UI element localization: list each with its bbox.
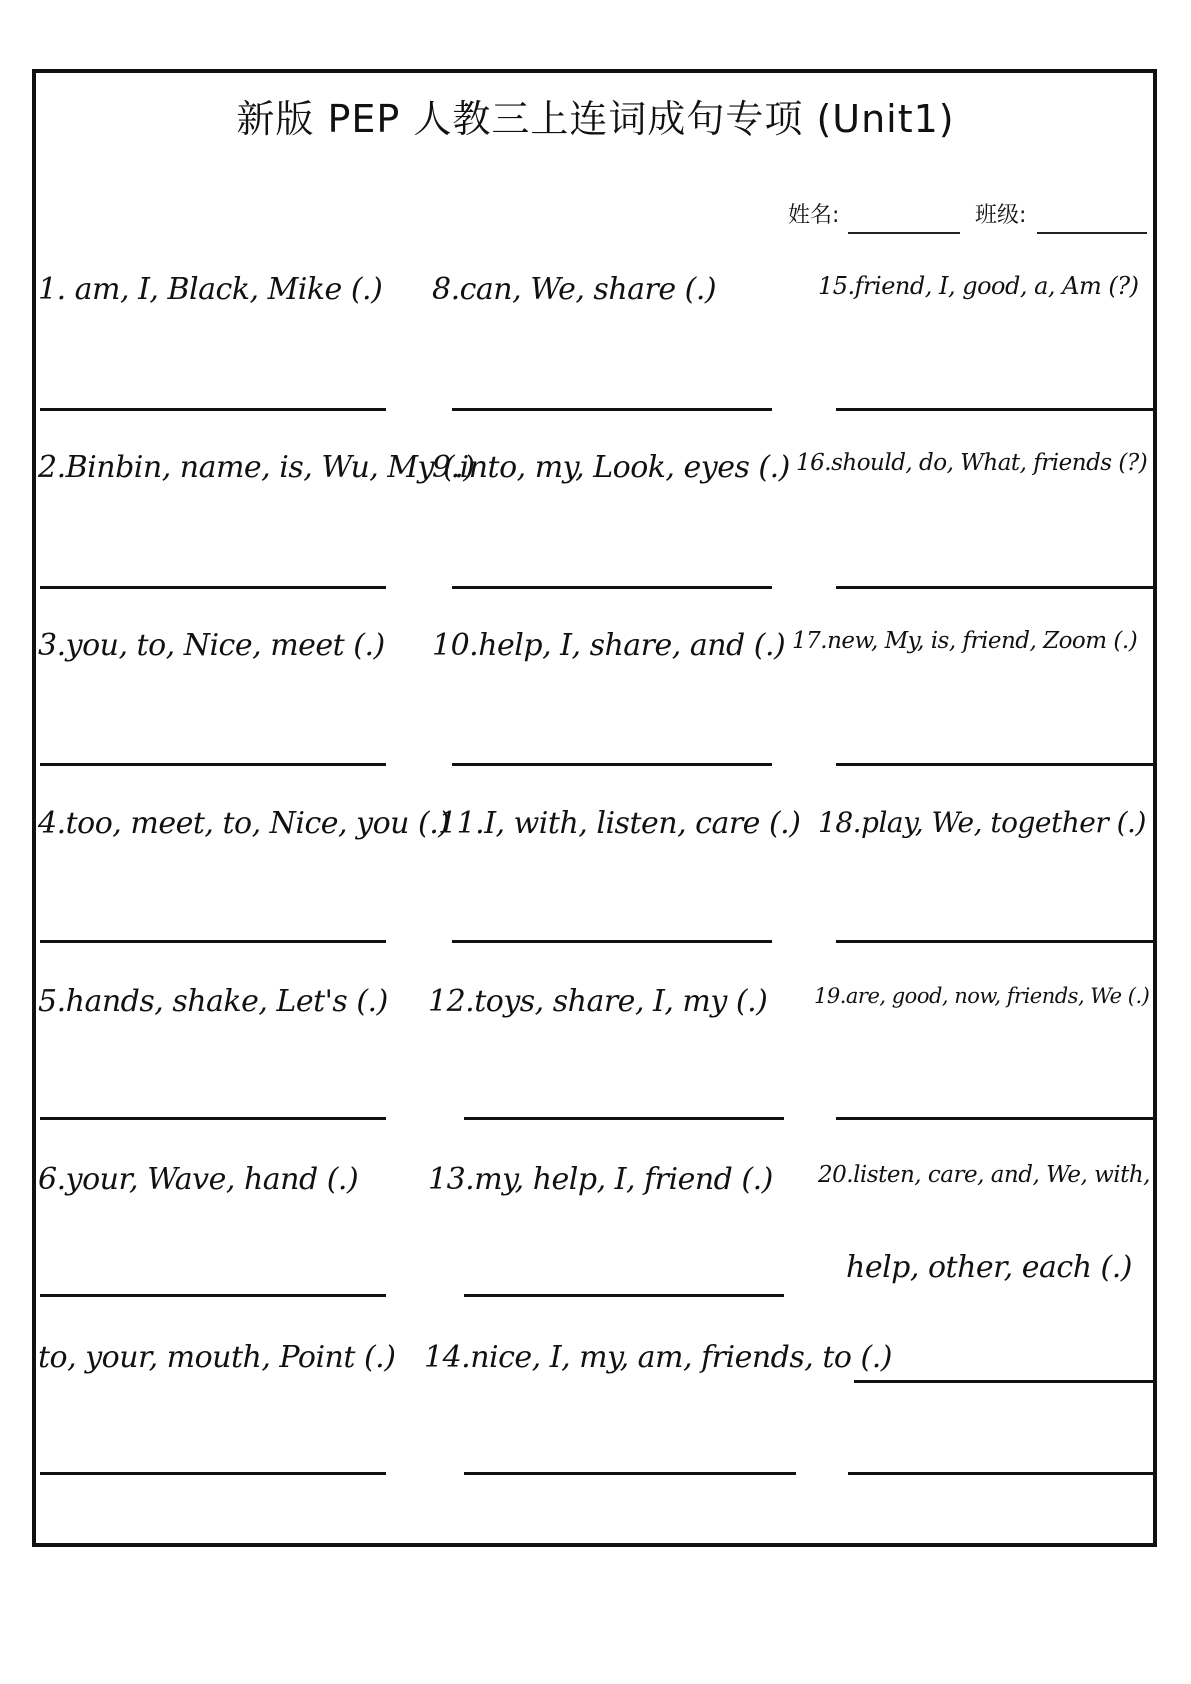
question-4: 4.too, meet, to, Nice, you (.) xyxy=(38,806,450,841)
question-3: 3.you, to, Nice, meet (.) xyxy=(38,628,385,663)
answer-line-21[interactable] xyxy=(848,1472,1154,1475)
question-13: 13.my, help, I, friend (.) xyxy=(428,1162,773,1197)
class-blank[interactable] xyxy=(1037,232,1147,234)
answer-line-1[interactable] xyxy=(40,408,386,411)
answer-line-12[interactable] xyxy=(464,1117,784,1120)
question-10: 10.help, I, share, and (.) xyxy=(432,628,786,663)
question-11: 11.I, with, listen, care (.) xyxy=(438,806,801,841)
answer-line-16[interactable] xyxy=(836,586,1154,589)
question-19: 19.are, good, now, friends, We (.) xyxy=(814,984,1150,1008)
answer-line-10[interactable] xyxy=(452,763,772,766)
question-2: 2.Binbin, name, is, Wu, My (.) xyxy=(38,450,475,485)
answer-line-8[interactable] xyxy=(452,408,772,411)
answer-line-14[interactable] xyxy=(464,1472,796,1475)
question-12: 12.toys, share, I, my (.) xyxy=(428,984,768,1019)
answer-line-17[interactable] xyxy=(836,763,1154,766)
answer-line-3[interactable] xyxy=(40,763,386,766)
question-9: 9.into, my, Look, eyes (.) xyxy=(432,450,790,485)
answer-line-5[interactable] xyxy=(40,1117,386,1120)
answer-line-13[interactable] xyxy=(464,1294,784,1297)
answer-line-4[interactable] xyxy=(40,940,386,943)
question-8: 8.can, We, share (.) xyxy=(432,272,717,307)
question-20: 20.listen, care, and, We, with, xyxy=(818,1162,1150,1188)
class-label: 班级: xyxy=(975,203,1027,228)
question-18: 18.play, We, together (.) xyxy=(818,806,1146,839)
name-label: 姓名: xyxy=(788,203,840,228)
question-14: 14.nice, I, my, am, friends, to (.) xyxy=(424,1340,892,1375)
worksheet-title: 新版 PEP 人教三上连词成句专项 (Unit1) xyxy=(236,97,955,141)
answer-line-18[interactable] xyxy=(836,940,1154,943)
answer-line-7[interactable] xyxy=(40,1472,386,1475)
question-7: to, your, mouth, Point (.) xyxy=(38,1340,396,1375)
answer-line-15[interactable] xyxy=(836,408,1154,411)
question-5: 5.hands, shake, Let's (.) xyxy=(38,984,388,1019)
answer-line-19[interactable] xyxy=(836,1117,1154,1120)
question-6: 6.your, Wave, hand (.) xyxy=(38,1162,359,1197)
answer-line-6[interactable] xyxy=(40,1294,386,1297)
name-blank[interactable] xyxy=(848,232,960,234)
answer-line-20[interactable] xyxy=(854,1380,1154,1383)
answer-line-2[interactable] xyxy=(40,586,386,589)
question-20-continued: help, other, each (.) xyxy=(846,1250,1132,1285)
question-1: 1. am, I, Black, Mike (.) xyxy=(38,272,383,307)
question-17: 17.new, My, is, friend, Zoom (.) xyxy=(792,628,1138,654)
question-16: 16.should, do, What, friends (?) xyxy=(796,450,1148,476)
question-15: 15.friend, I, good, a, Am (?) xyxy=(818,272,1139,300)
answer-line-11[interactable] xyxy=(452,940,772,943)
answer-line-9[interactable] xyxy=(452,586,772,589)
